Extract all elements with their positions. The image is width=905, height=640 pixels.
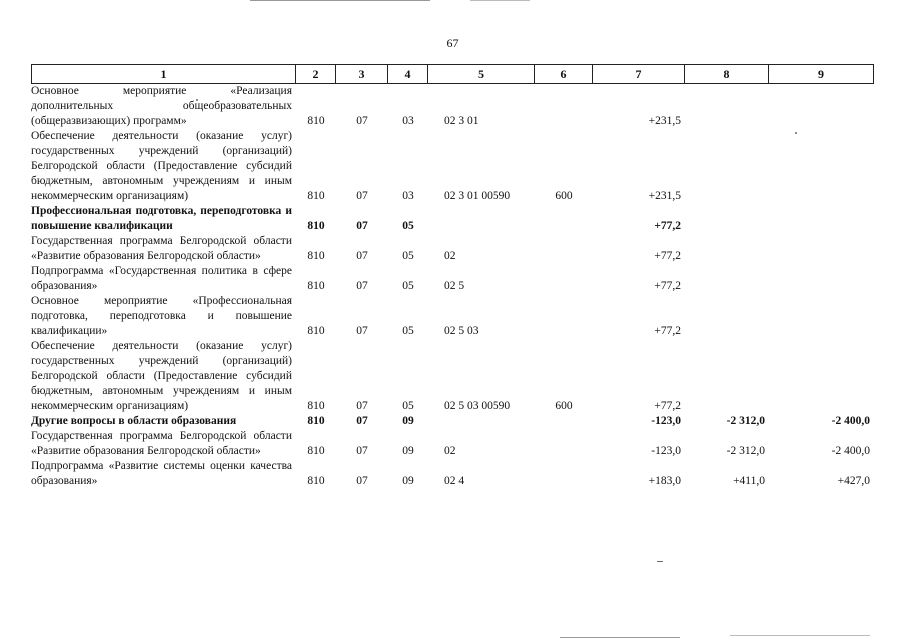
table-row-name-cell xyxy=(31,264,296,294)
row-name: Другие вопросы в области образования xyxy=(31,415,237,427)
table-row-name-cell xyxy=(31,339,296,414)
cell-c2: 810 xyxy=(307,475,325,487)
column-header-1: 1 xyxy=(31,64,296,84)
cell-c2: 810 xyxy=(307,220,325,232)
cell-c7: -123,0 xyxy=(651,445,681,457)
cell-c5: 02 4 xyxy=(444,475,465,487)
row-name: Обеспечение деятельности (оказание услуг) государственных учреждений (организаций) Белгородской области (Предоставление субсидий бюджетным, автономным учреждениям и иным некоммерческим организациям) xyxy=(31,340,292,412)
scan-speck xyxy=(657,561,663,562)
cell-c4: 05 xyxy=(402,220,414,232)
cell-c6 xyxy=(535,84,593,129)
cell-c4: 09 xyxy=(402,445,414,457)
cell-c3: 07 xyxy=(356,400,368,412)
table-row-name-cell xyxy=(31,204,296,234)
cell-c9 xyxy=(769,84,874,129)
cell-c8 xyxy=(685,339,769,414)
cell-c2: 810 xyxy=(307,280,325,292)
cell-c8: +411,0 xyxy=(733,475,765,487)
column-header-4: 4 xyxy=(388,64,428,84)
cell-c4: 05 xyxy=(402,400,414,412)
cell-c9 xyxy=(769,234,874,264)
cell-c6 xyxy=(535,294,593,339)
cell-c4: 09 xyxy=(402,475,414,487)
cell-c4: 09 xyxy=(402,415,414,427)
row-name: Подпрограмма «Государственная политика в сфере образования» xyxy=(31,265,292,292)
column-header-5: 5 xyxy=(428,64,535,84)
column-header-3: 3 xyxy=(336,64,388,84)
cell-c4: 03 xyxy=(402,115,414,127)
table-row-name-cell xyxy=(31,129,296,204)
cell-c5: 02 5 xyxy=(444,280,465,292)
cell-c2: 810 xyxy=(307,250,325,262)
cell-c5 xyxy=(428,414,535,429)
column-header-2: 2 xyxy=(296,64,336,84)
cell-c3: 07 xyxy=(356,445,368,457)
cell-c9 xyxy=(769,204,874,234)
cell-c8 xyxy=(685,84,769,129)
row-name: Подпрограмма «Развитие системы оценки качества образования» xyxy=(31,460,292,487)
cell-c2: 810 xyxy=(307,325,325,337)
cell-c2: 810 xyxy=(307,190,325,202)
table-row-name-cell xyxy=(31,84,296,129)
scan-edge-line xyxy=(560,637,680,638)
cell-c6 xyxy=(535,429,593,459)
cell-c7: -123,0 xyxy=(651,415,681,427)
cell-c8 xyxy=(685,264,769,294)
cell-c6: 600 xyxy=(555,190,573,202)
cell-c8 xyxy=(685,294,769,339)
row-name: Обеспечение деятельности (оказание услуг) государственных учреждений (организаций) Белгородской области (Предоставление субсидий бюджетным, автономным учреждениям и иным некоммерческим организациям) xyxy=(31,130,292,202)
cell-c6 xyxy=(535,459,593,489)
table-row-name-cell xyxy=(31,459,296,489)
cell-c7: +77,2 xyxy=(654,325,681,337)
cell-c3: 07 xyxy=(356,115,368,127)
row-name: Государственная программа Белгородской области «Развитие образования Белгородской области» xyxy=(31,235,292,262)
cell-c6 xyxy=(535,264,593,294)
cell-c9 xyxy=(769,339,874,414)
cell-c3: 07 xyxy=(356,250,368,262)
scan-edge-line xyxy=(470,0,530,1)
cell-c5: 02 5 03 xyxy=(444,325,479,337)
table-row-name-cell xyxy=(31,234,296,264)
cell-c7: +77,2 xyxy=(654,220,681,232)
cell-c8 xyxy=(685,234,769,264)
cell-c9: -2 400,0 xyxy=(831,415,870,427)
column-header-9: 9 xyxy=(769,64,874,84)
cell-c9: -2 400,0 xyxy=(831,445,870,457)
cell-c3: 07 xyxy=(356,415,368,427)
cell-c7: +183,0 xyxy=(648,475,681,487)
cell-c3: 07 xyxy=(356,190,368,202)
scan-edge-line xyxy=(730,635,870,636)
column-header-8: 8 xyxy=(685,64,769,84)
cell-c5: 02 xyxy=(444,250,456,262)
cell-c7: +77,2 xyxy=(654,400,681,412)
table-row-name-cell xyxy=(31,429,296,459)
row-name: Государственная программа Белгородской области «Развитие образования Белгородской области» xyxy=(31,430,292,457)
row-name: Основное мероприятие «Профессиональная подготовка, переподготовка и повышение квалификации» xyxy=(31,295,292,337)
cell-c6: 600 xyxy=(555,400,573,412)
cell-c3: 07 xyxy=(356,220,368,232)
column-header-6: 6 xyxy=(535,64,593,84)
cell-c8: -2 312,0 xyxy=(726,445,765,457)
cell-c2: 810 xyxy=(307,400,325,412)
cell-c5 xyxy=(428,204,535,234)
cell-c6 xyxy=(535,414,593,429)
cell-c4: 03 xyxy=(402,190,414,202)
cell-c3: 07 xyxy=(356,325,368,337)
row-name: Основное мероприятие «Реализация дополнительных общеобразовательных (общеразвизающих) программ» xyxy=(31,85,292,127)
cell-c5: 02 xyxy=(444,445,456,457)
budget-table xyxy=(31,64,874,489)
cell-c3: 07 xyxy=(356,280,368,292)
cell-c9 xyxy=(769,264,874,294)
cell-c9 xyxy=(769,294,874,339)
cell-c5: 02 3 01 00590 xyxy=(444,190,511,202)
page-number: 67 xyxy=(446,36,459,50)
cell-c2: 810 xyxy=(307,415,325,427)
cell-c6 xyxy=(535,204,593,234)
scan-edge-line xyxy=(250,0,430,1)
cell-c6 xyxy=(535,234,593,264)
table-row-name-cell xyxy=(31,294,296,339)
cell-c4: 05 xyxy=(402,325,414,337)
row-name: Профессиональная подготовка, переподготовка и повышение квалификации xyxy=(31,205,292,232)
cell-c2: 810 xyxy=(307,445,325,457)
cell-c2: 810 xyxy=(307,115,325,127)
cell-c7: +231,5 xyxy=(648,115,681,127)
cell-c9 xyxy=(769,129,874,204)
cell-c8: -2 312,0 xyxy=(726,415,765,427)
cell-c4: 05 xyxy=(402,250,414,262)
table-row-name-cell xyxy=(31,414,296,429)
cell-c4: 05 xyxy=(402,280,414,292)
column-header-7: 7 xyxy=(593,64,685,84)
cell-c8 xyxy=(685,204,769,234)
cell-c7: +77,2 xyxy=(654,280,681,292)
cell-c3: 07 xyxy=(356,475,368,487)
cell-c5: 02 3 01 xyxy=(444,115,479,127)
cell-c7: +231,5 xyxy=(648,190,681,202)
cell-c7: +77,2 xyxy=(654,250,681,262)
cell-c9: +427,0 xyxy=(837,475,870,487)
cell-c5: 02 5 03 00590 xyxy=(444,400,511,412)
cell-c8 xyxy=(685,129,769,204)
